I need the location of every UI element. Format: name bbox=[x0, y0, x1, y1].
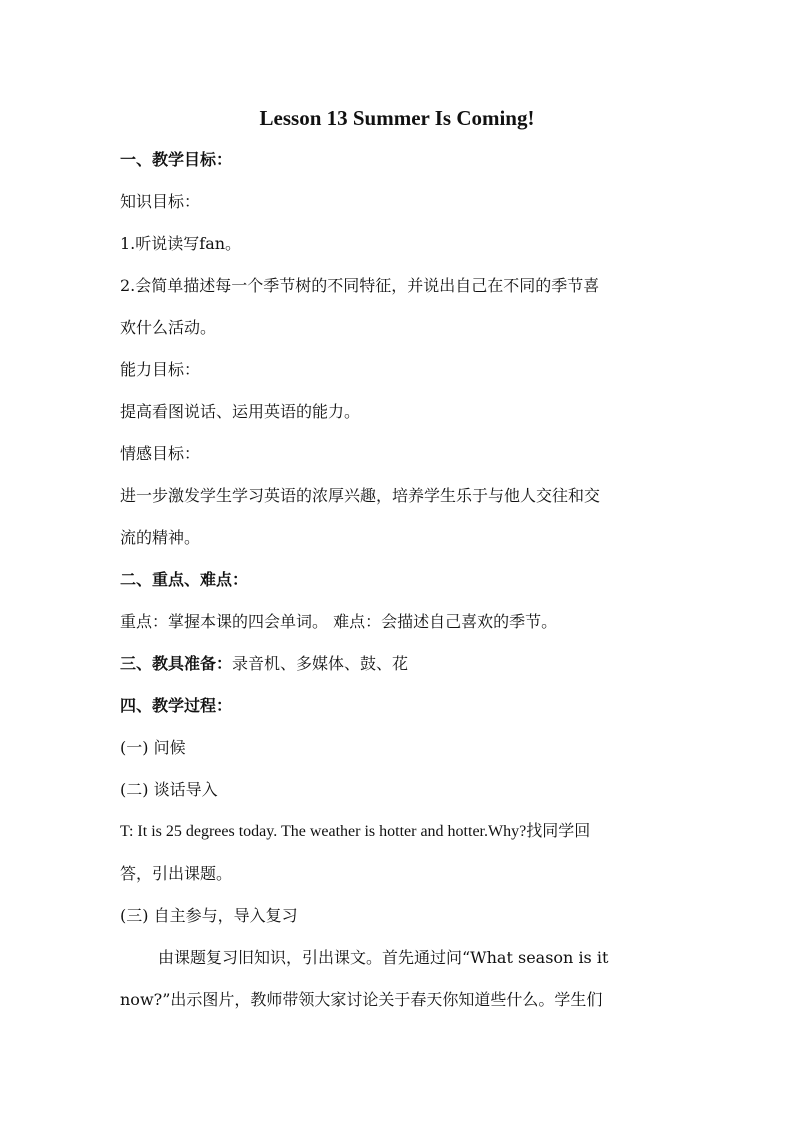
dialogue-line2: 答，引出课题。 bbox=[120, 864, 233, 883]
knowledge-goal-2-line1: 2.会简单描述每一个季节树的不同特征，并说出自己在不同的季节喜 bbox=[120, 276, 600, 295]
heading-teaching-aids: 三、教具准备： bbox=[120, 654, 233, 673]
teaching-aids-text: 录音机、多媒体、鼓、花 bbox=[232, 654, 409, 673]
knowledge-goal-label: 知识目标： bbox=[120, 192, 201, 211]
heading-key-points: 二、重点、难点： bbox=[120, 570, 249, 589]
heading-teaching-process: 四、教学过程： bbox=[120, 696, 233, 715]
process-step-2: (二) 谈话导入 bbox=[120, 780, 218, 799]
emotion-goal-label: 情感目标： bbox=[120, 444, 201, 463]
process-step-3: (三) 自主参与，导入复习 bbox=[120, 906, 298, 925]
lesson-title: Lesson 13 Summer Is Coming! bbox=[259, 106, 535, 130]
knowledge-goal-1: 1.听说读写fan。 bbox=[120, 234, 242, 253]
ability-goal-label: 能力目标： bbox=[120, 360, 201, 379]
ability-goal-text: 提高看图说话、运用英语的能力。 bbox=[120, 402, 361, 421]
emotion-goal-line1: 进一步激发学生学习英语的浓厚兴趣，培养学生乐于与他人交往和交 bbox=[120, 486, 601, 505]
paragraph-line1: 由课题复习旧知识，引出课文。首先通过问“What season is it bbox=[158, 948, 609, 967]
heading-teaching-goals: 一、教学目标： bbox=[120, 150, 233, 169]
process-step-1: (一) 问候 bbox=[120, 738, 186, 757]
key-points-text: 重点：掌握本课的四会单词。 难点：会描述自己喜欢的季节。 bbox=[120, 612, 558, 631]
paragraph-line2: now?”出示图片，教师带领大家讨论关于春天你知道些什么。学生们 bbox=[120, 990, 603, 1009]
knowledge-goal-2-line2: 欢什么活动。 bbox=[120, 318, 217, 337]
emotion-goal-line2: 流的精神。 bbox=[120, 528, 201, 547]
dialogue-line1: T: It is 25 degrees today. The weather is hotter and hotter.Why?找同学回 bbox=[120, 823, 591, 840]
teaching-aids-line bbox=[120, 650, 690, 678]
